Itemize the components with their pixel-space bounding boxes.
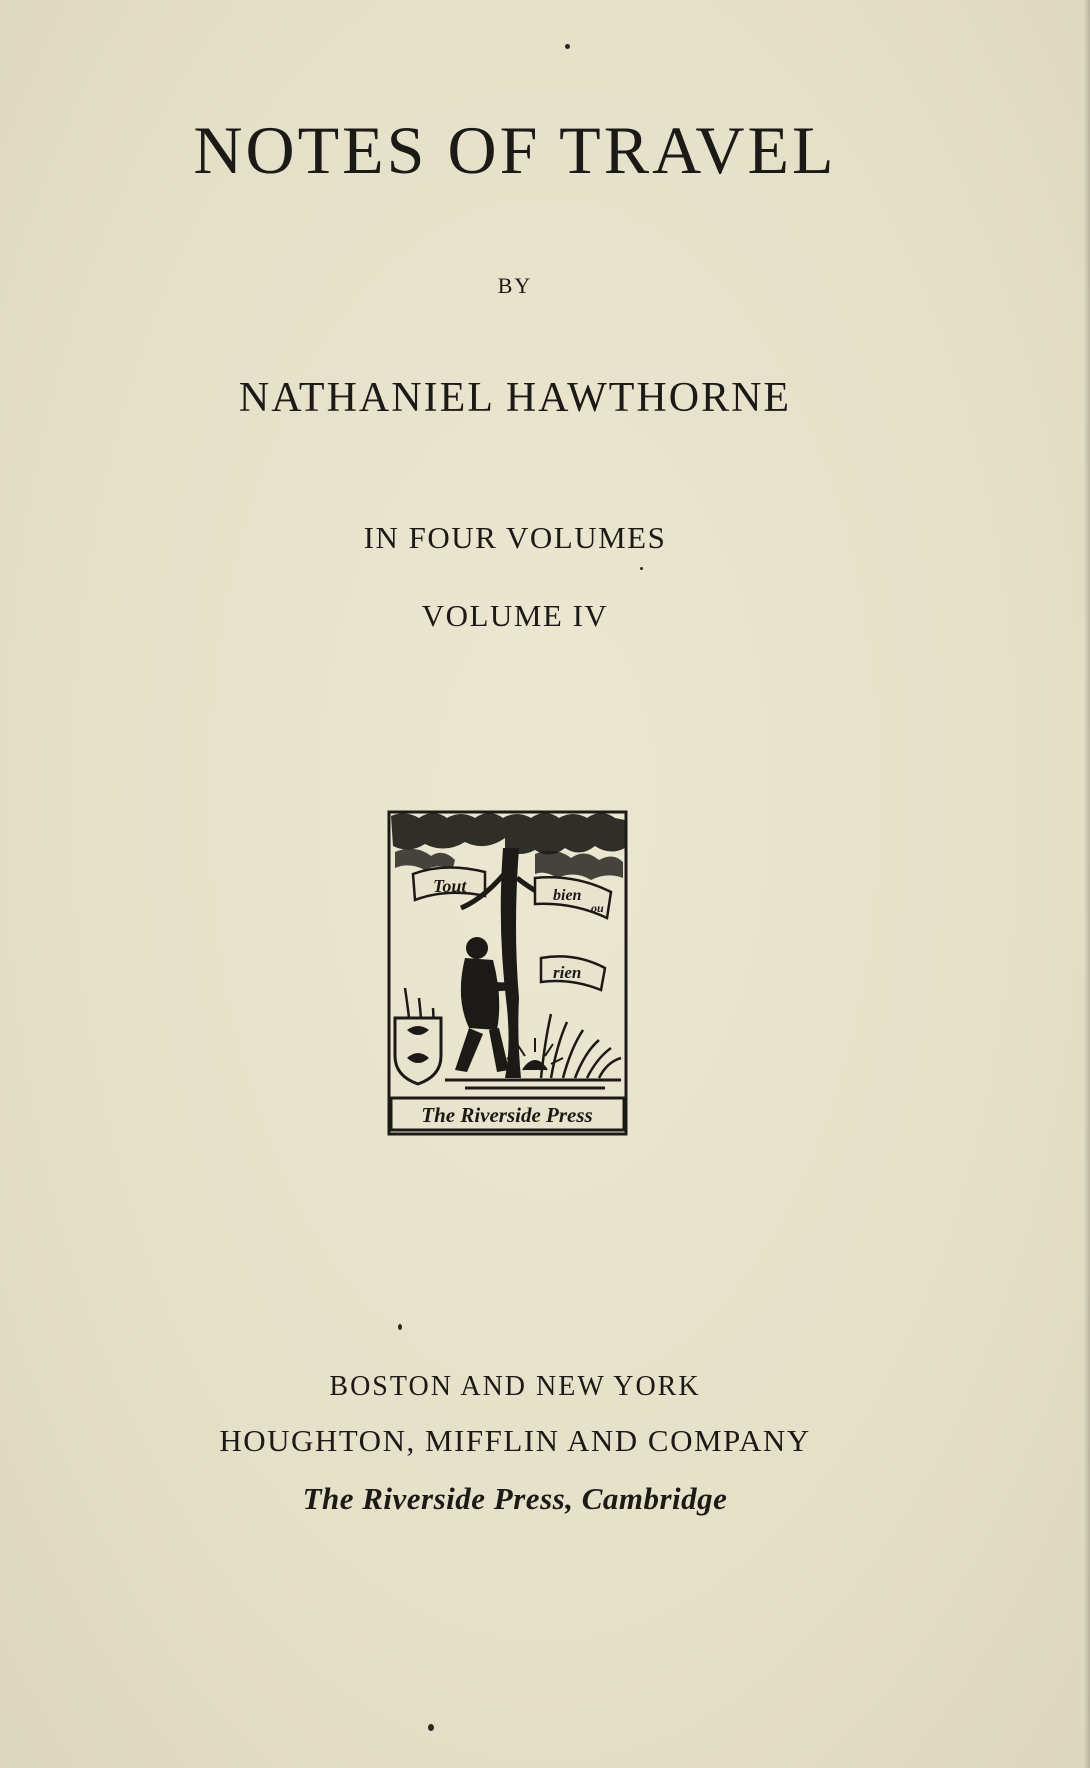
byline: BY (497, 273, 533, 298)
emblem-banner-text: The Riverside Press (421, 1103, 593, 1127)
scroll-text-bien: bien (553, 887, 582, 904)
print-speck (428, 1724, 434, 1731)
riverside-press-emblem-icon (385, 808, 630, 1138)
book-title: NOTES OF TRAVEL (193, 112, 837, 188)
scroll-text-rien: rien (553, 963, 582, 982)
print-speck (398, 1324, 402, 1330)
page-edge-shadow (1084, 0, 1090, 1768)
imprint-city: BOSTON AND NEW YORK (329, 1371, 701, 1402)
volume-number: VOLUME IV (421, 598, 609, 633)
scroll-text-ou: ou (591, 901, 604, 915)
imprint-press: The Riverside Press, Cambridge (302, 1481, 728, 1516)
print-speck (565, 44, 570, 49)
author-name: NATHANIEL HAWTHORNE (238, 375, 792, 421)
imprint-publisher: HOUGHTON, MIFFLIN AND COMPANY (219, 1423, 811, 1458)
print-speck (640, 567, 643, 570)
scroll-text-tout: Tout (433, 876, 467, 896)
volumes-note: IN FOUR VOLUMES (363, 520, 667, 555)
